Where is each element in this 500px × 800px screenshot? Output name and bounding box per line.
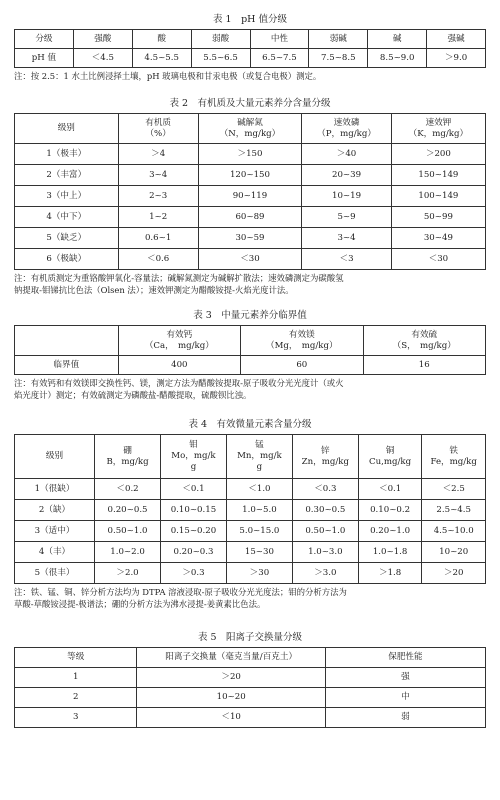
table2-cell: ＞4 [118,144,198,165]
table2-cell: ＞200 [391,144,485,165]
table2-cell: 30~59 [198,228,302,249]
table4-note-line1: 注：铁、锰、铜、锌分析方法均为 DTPA 溶液浸取-原子吸收分光光度法；钼的分析方法为 [14,587,347,597]
table5-row [15,708,486,728]
table4-cell: 4（丰） [15,542,95,563]
table4-header-line: 钼 [189,440,198,450]
table3-header-cell [363,326,485,356]
table5-row [15,668,486,688]
table5-cell: 1 [15,668,137,688]
table2-note-line1: 注：有机质测定为重铬酸钾氧化-容量法；碱解氮测定为碱解扩散法；速效磷测定为碳酸氢 [14,273,344,283]
table4-header-cell [226,435,292,479]
table4-cell: 0.50~1.0 [95,521,161,542]
table2-cell: 120~150 [198,165,302,186]
table3-header-cell [118,326,240,356]
table3-header-line: （S， mg/kg） [392,340,456,351]
table2-cell: 1~2 [118,207,198,228]
table2-cell: 5~9 [302,207,391,228]
table4-cell: ＜0.3 [292,479,358,500]
table1-cell: ＜4.5 [73,49,132,68]
table3-row [15,356,486,375]
table3-header-line: 有效硫 [411,329,438,340]
table4-header-row [15,435,486,479]
table1-note: 注：按 2.5：1 水土比例浸择土壤，pH 玻璃电极和甘汞电极（或复合电极）测定。 [14,71,322,81]
table4-row [15,542,486,563]
table3-note-line1: 注：有效钙和有效镁即交换性钙、镁，测定方法为醋酸铵提取-原子吸收分光光度计（或火 [14,378,344,388]
table2-caption: 表 2 有机质及大量元素养分含量分级 [169,98,331,109]
table4-micronutrients [14,434,486,584]
table4-cell: ＜2.5 [422,479,486,500]
table2-header-cell [302,114,391,144]
table1-cell: 4.5~5.5 [132,49,191,68]
table4-cell: ＜0.1 [358,479,422,500]
table2-cell: 30~49 [391,228,485,249]
table4-cell: ＞1.8 [358,563,422,584]
table1-cell: 7.5~8.5 [309,49,368,68]
table2-row [15,186,486,207]
table1-header-cell: 碱 [368,30,427,49]
table2-row [15,249,486,270]
table4-header-line: 铜 [385,445,395,456]
table4-header-line: 锌 [321,445,330,456]
table2-cell: 2~3 [118,186,198,207]
table1-header-cell: 强酸 [73,30,132,49]
table4-cell: 0.20~1.0 [358,521,422,542]
table2-header-cell [118,114,198,144]
table4-cell: 15~30 [226,542,292,563]
table2-cell: 3~4 [302,228,391,249]
table2-header-line: （K，mg/kg） [408,128,469,139]
table1-cell: pH 值 [15,49,74,68]
table5-header-cell: 阳离子交换量（毫克当量/百克土） [137,648,325,668]
table5-cell: 弱 [325,708,485,728]
table4-cell: 2（缺） [15,500,95,521]
table3-cell: 临界值 [15,356,119,375]
table5-cell: 10~20 [137,688,325,708]
table3-header-line: （Ca， mg/kg） [144,340,214,351]
table4-cell: 10~20 [422,542,486,563]
table4-cell: 1.0~1.8 [358,542,422,563]
table4-cell: 0.30~0.5 [292,500,358,521]
table2-cell: ＞40 [302,144,391,165]
table4-header-cell [422,435,486,479]
table4-cell: 0.50~1.0 [292,521,358,542]
table4-caption: 表 4 有效微量元素含量分级 [188,419,312,430]
table4-row [15,500,486,521]
table2-cell: 5（缺乏） [15,228,119,249]
table3-caption: 表 3 中量元素养分临界值 [193,310,307,321]
table4-cell: 1.0~2.0 [95,542,161,563]
table1-cell: 8.5~9.0 [368,49,427,68]
table2-row [15,144,486,165]
table2-header-line: 速效磷 [333,117,360,128]
table5-cell: 强 [325,668,485,688]
table2-row [15,165,486,186]
table4-cell: 5（很丰） [15,563,95,584]
table2-cell: ＜30 [198,249,302,270]
table2-cell: 90~119 [198,186,302,207]
table3-header-line: （Mg， mg/kg） [265,340,338,351]
table4-row [15,521,486,542]
table1-header-cell: 酸 [132,30,191,49]
table4-cell: 1.0~5.0 [226,500,292,521]
table3-cell: 60 [241,356,363,375]
table2-cell: ＞150 [198,144,302,165]
table1-header-cell: 弱碱 [309,30,368,49]
table4-cell: 0.20~0.3 [161,542,227,563]
table5-header-row [15,648,486,668]
table4-cell: 4.5~10.0 [422,521,486,542]
table4-cell: 5.0~15.0 [226,521,292,542]
table4-cell: 0.10~0.15 [161,500,227,521]
table4-cell: ＞2.0 [95,563,161,584]
table4-header-line: Fe，mg/kg [430,456,477,467]
table4-header-cell: 级别 [15,435,95,479]
table1-header-cell: 分级 [15,30,74,49]
table1-ph-grades [14,29,486,68]
table2-cell: 1（极丰） [15,144,119,165]
table4-header-cell [161,435,227,479]
table2-cell: 20~39 [302,165,391,186]
table4-header-line: Cu,mg/kg [369,456,412,467]
table4-header-line: B，mg/kg [106,456,149,467]
table2-header-line: 速效钾 [425,117,452,128]
table1-header-cell: 弱酸 [191,30,250,49]
table1-caption: 表 1 pH 值分级 [213,14,287,25]
table1-cell: ＞9.0 [427,49,486,68]
table2-cell: 150~149 [391,165,485,186]
table4-row [15,563,486,584]
table4-cell: ＞20 [422,563,486,584]
table4-header-line: 铁 [449,445,458,456]
table2-cell: 60~89 [198,207,302,228]
table4-cell: 0.15~0.20 [161,521,227,542]
table2-cell: 4（中下） [15,207,119,228]
table4-header-line: g [256,462,263,472]
table1-header-cell: 中性 [250,30,309,49]
table5-cec-grades [14,647,486,728]
table4-header-line: Mn，mg/k [237,451,282,461]
table3-note-line2: 焰光度计）测定；有效硫测定为磷酸盐-醋酸提取，硫酸钡比浊。 [14,390,252,400]
table4-cell: ＜1.0 [226,479,292,500]
table4-cell: ＞3.0 [292,563,358,584]
table5-cell: 中 [325,688,485,708]
table4-cell: 1（很缺） [15,479,95,500]
table2-cell: ＜3 [302,249,391,270]
table4-header-line: g [190,462,197,472]
table2-row [15,228,486,249]
table2-cell: ＜0.6 [118,249,198,270]
table1-header-row [15,30,486,49]
table4-cell: 0.20~0.5 [95,500,161,521]
table2-header-line: （P，mg/kg） [317,128,376,139]
table5-caption: 表 5 阳离子交换量分级 [197,632,303,643]
table4-header-line: 锰 [255,440,264,450]
table2-header-line: 碱解氮 [237,117,263,128]
table4-header-line: 硼 [123,445,132,456]
table3-header-corner [15,326,119,356]
table5-cell: ＜10 [137,708,325,728]
table2-header-cell [198,114,302,144]
table4-cell: ＞0.3 [161,563,227,584]
table2-header-row [15,114,486,144]
table5-row [15,688,486,708]
table1-header-cell: 强碱 [427,30,486,49]
table4-header-cell [292,435,358,479]
table2-cell: 50~99 [391,207,485,228]
table2-cell: 0.6~1 [118,228,198,249]
table2-header-cell [391,114,485,144]
table2-header-line: 有机质 [145,117,172,128]
table5-header-cell: 保肥性能 [325,648,485,668]
table4-cell: 1.0~3.0 [292,542,358,563]
table2-header-line: （%） [145,128,171,139]
table3-header-line: 有效镁 [288,329,315,340]
table3-header-line: 有效钙 [166,329,193,340]
table2-cell: 10~19 [302,186,391,207]
table4-header-line: Mo，mg/k [171,451,216,461]
table4-header-cell [95,435,161,479]
table3-header-cell [241,326,363,356]
table1-cell: 5.5~6.5 [191,49,250,68]
table2-header-line: （N，mg/kg） [219,128,281,139]
table3-cell: 400 [118,356,240,375]
table3-cell: 16 [363,356,485,375]
table3-secondary-nutrients [14,325,486,375]
table2-cell: 2（丰富） [15,165,119,186]
table2-cell: ＜30 [391,249,485,270]
table2-cell: 100~149 [391,186,485,207]
table4-cell: ＞30 [226,563,292,584]
table2-cell: 3~4 [118,165,198,186]
table5-cell: ＞20 [137,668,325,688]
table5-header-cell: 等级 [15,648,137,668]
table4-cell: 3（适中） [15,521,95,542]
table4-cell: ＜0.1 [161,479,227,500]
table5-cell: 3 [15,708,137,728]
table1-row [15,49,486,68]
table2-cell: 3（中上） [15,186,119,207]
table4-cell: 2.5~4.5 [422,500,486,521]
table5-cell: 2 [15,688,137,708]
table4-cell: ＜0.2 [95,479,161,500]
table1-cell: 6.5~7.5 [250,49,309,68]
table3-header-row [15,326,486,356]
table4-header-line: Zn，mg/kg [301,456,350,467]
table4-cell: 0.10~0.2 [358,500,422,521]
table2-header-cell: 级别 [15,114,119,144]
table2-note-line2: 钠提取-钼锑抗比色法（Olsen 法）；速效钾测定为醋酸铵提-火焰光度计法。 [14,285,294,295]
table4-row [15,479,486,500]
table4-note-line2: 草酸-草酸铵浸提-极谱法；硼的分析方法为沸水浸提-姜黄素比色法。 [14,599,266,609]
table4-header-cell [358,435,422,479]
table2-organic-macro [14,113,486,270]
table2-row [15,207,486,228]
table2-cell: 6（极缺） [15,249,119,270]
